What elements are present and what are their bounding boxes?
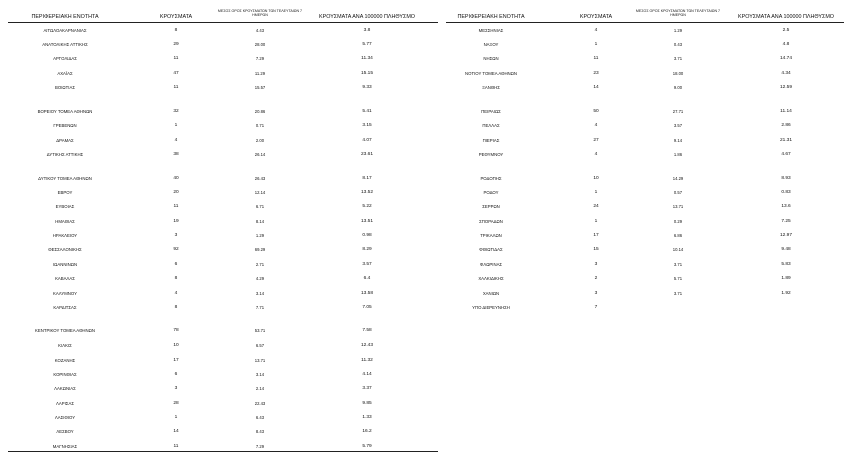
right-row-avg: 13.71 <box>672 204 684 209</box>
left-row-name: ΚΑΛΥΜΝΟΥ <box>53 291 77 296</box>
left-row-name: ΗΜΑΘΙΑΣ <box>55 219 75 224</box>
right-row-cases: 27 <box>593 138 599 143</box>
left-row-rate: 16.2 <box>362 429 372 434</box>
left-header-rule <box>8 22 438 23</box>
left-row-name: ΑΝΑΤΟΛΙΚΗΣ ΑΤΤΙΚΗΣ <box>42 42 88 47</box>
right-row-name: ΝΟΤΙΟΥ ΤΟΜΕΑ ΑΘΗΝΩΝ <box>465 71 517 76</box>
left-row-rate: 3.57 <box>362 262 372 267</box>
left-header-rate: ΚΡΟΥΣΜΑΤΑ ΑΝΑ 100000 ΠΛΗΘΥΣΜΟ <box>319 14 415 20</box>
right-row-avg: 1.29 <box>673 28 683 33</box>
right-row-rate: 0.83 <box>781 190 791 195</box>
right-row-rate: 8.93 <box>781 176 791 181</box>
left-row-avg: 26.43 <box>254 176 266 181</box>
left-row-cases: 92 <box>173 247 179 252</box>
left-row-cases: 1 <box>174 415 178 420</box>
left-row-avg: 2.71 <box>255 262 265 267</box>
right-row-name: ΡΟΔΟΠΗΣ <box>480 176 502 181</box>
left-row-cases: 40 <box>173 176 179 181</box>
right-row-rate: 11.14 <box>780 109 792 114</box>
right-row-name: ΜΕΣΣΗΝΙΑΣ <box>478 28 504 33</box>
left-row-rate: 3.15 <box>362 123 372 128</box>
left-row-avg: 4.29 <box>255 276 265 281</box>
left-row-name: ΚΑΡΔΙΤΣΑΣ <box>53 305 77 310</box>
right-row-name: ΝΑΞΟΥ <box>483 42 499 47</box>
right-row-cases: 15 <box>593 247 599 252</box>
left-row-rate: 5.41 <box>362 109 372 114</box>
left-row-rate: 8.17 <box>362 176 372 181</box>
right-row-cases: 50 <box>593 109 599 114</box>
right-row-avg: 9.00 <box>673 85 683 90</box>
right-header-rule <box>446 22 844 23</box>
left-bottom-rule <box>8 451 438 452</box>
left-row-rate: 5.77 <box>362 42 372 47</box>
left-row-cases: 8 <box>174 28 178 33</box>
left-row-name: ΑΧΑΪΑΣ <box>57 71 73 76</box>
left-row-rate: 13.52 <box>360 190 373 195</box>
right-row-rate: 7.25 <box>781 219 791 224</box>
left-row-rate: 6.4 <box>363 276 371 281</box>
left-row-cases: 20 <box>173 190 179 195</box>
left-row-name: ΔΡΑΜΑΣ <box>56 138 74 143</box>
right-header-cases: ΚΡΟΥΣΜΑΤΑ <box>579 14 613 20</box>
left-row-name: ΕΒΡΟΥ <box>57 190 73 195</box>
right-row-rate: 12.59 <box>779 85 792 90</box>
left-row-cases: 3 <box>174 386 178 391</box>
left-row-rate: 15.15 <box>360 71 373 76</box>
left-row-avg: 7.29 <box>255 56 265 61</box>
left-row-avg: 4.43 <box>255 28 265 33</box>
right-row-name: ΠΕΛΛΑΣ <box>482 123 500 128</box>
left-row-avg: 8.14 <box>255 219 265 224</box>
left-row-name: ΙΩΑΝΝΙΝΩΝ <box>52 262 78 267</box>
left-row-cases: 11 <box>173 204 179 209</box>
right-row-cases: 10 <box>593 176 599 181</box>
left-row-name: ΜΑΓΝΗΣΙΑΣ <box>52 444 78 449</box>
right-row-cases: 1 <box>594 219 598 224</box>
right-row-name: ΝΗΣΩΝ <box>483 56 499 61</box>
left-header-avg: ΜΕΣΟΣ ΟΡΟΣ ΚΡΟΥΣΜΑΤΩΝ ΤΩΝ ΤΕΛΕΥΤΑΙΩΝ 7 ΗΜΕΡΩΝ <box>217 9 303 18</box>
left-row-cases: 78 <box>173 328 179 333</box>
left-row-avg: 15.57 <box>254 85 266 90</box>
left-row-cases: 32 <box>173 109 179 114</box>
left-row-avg: 13.71 <box>254 358 266 363</box>
left-row-avg: 20.86 <box>254 109 266 114</box>
left-row-rate: 11.34 <box>361 56 373 61</box>
right-row-name: ΥΠΟ ΔΙΕΡΕΥΝΗΣΗ <box>472 305 510 310</box>
left-row-rate: 5.79 <box>362 444 372 449</box>
right-row-avg: 9.14 <box>673 138 683 143</box>
left-row-cases: 4 <box>174 291 178 296</box>
right-row-avg: 1.86 <box>673 152 683 157</box>
right-row-avg: 0.29 <box>673 219 683 224</box>
left-row-rate: 5.22 <box>362 204 372 209</box>
right-row-avg: 3.71 <box>673 56 683 61</box>
right-row-name: ΦΛΩΡΙΝΑΣ <box>479 262 503 267</box>
left-row-avg: 8.43 <box>255 429 265 434</box>
right-row-avg: 3.57 <box>673 123 683 128</box>
left-row-cases: 11 <box>173 444 179 449</box>
left-row-avg: 2.00 <box>255 138 265 143</box>
right-row-name: ΡΟΔΟΥ <box>483 190 499 195</box>
left-row-avg: 22.43 <box>254 401 266 406</box>
left-row-rate: 11.32 <box>361 358 373 363</box>
left-row-cases: 29 <box>173 42 179 47</box>
right-row-cases: 3 <box>594 262 598 267</box>
right-row-cases: 23 <box>593 71 599 76</box>
right-row-avg: 18.00 <box>672 71 684 76</box>
right-row-rate: 12.97 <box>779 233 792 238</box>
right-row-cases: 1 <box>594 42 598 47</box>
left-row-avg: 1.29 <box>255 233 265 238</box>
left-header-region: ΠΕΡΙΦΕΡΕΙΑΚΗ ΕΝΟΤΗΤΑ <box>31 14 99 20</box>
right-row-cases: 17 <box>593 233 599 238</box>
left-row-rate: 7.05 <box>362 305 372 310</box>
left-row-avg: 0.71 <box>255 123 265 128</box>
left-row-rate: 13.58 <box>360 291 373 296</box>
left-row-rate: 4.07 <box>362 138 372 143</box>
right-row-rate: 5.83 <box>781 262 791 267</box>
right-header-region: ΠΕΡΙΦΕΡΕΙΑΚΗ ΕΝΟΤΗΤΑ <box>457 14 525 20</box>
left-row-name: ΗΡΑΚΛΕΙΟΥ <box>52 233 78 238</box>
left-row-name: ΚΙΛΚΙΣ <box>58 343 72 348</box>
left-row-avg: 6.43 <box>255 415 265 420</box>
left-row-name: ΕΥΒΟΙΑΣ <box>55 204 75 209</box>
left-row-rate: 7.58 <box>362 328 372 333</box>
right-row-avg: 3.71 <box>673 291 683 296</box>
left-row-cases: 14 <box>173 429 179 434</box>
left-row-name: ΚΑΒΑΛΑΣ <box>55 276 75 281</box>
right-row-name: ΡΕΘΥΜΝΟΥ <box>478 152 504 157</box>
left-row-name: ΚΟΡΙΝΘΙΑΣ <box>53 372 77 377</box>
right-row-name: ΠΙΕΡΙΑΣ <box>482 138 500 143</box>
left-row-cases: 8 <box>174 276 178 281</box>
left-row-rate: 8.29 <box>362 247 372 252</box>
left-row-cases: 1 <box>174 123 178 128</box>
left-row-avg: 12.14 <box>254 190 266 195</box>
right-row-cases: 4 <box>594 28 598 33</box>
right-row-name: ΤΡΙΚΑΛΩΝ <box>480 233 502 238</box>
left-row-cases: 38 <box>173 152 179 157</box>
right-row-avg: 5.71 <box>673 276 683 281</box>
left-row-name: ΛΑΚΩΝΙΑΣ <box>54 386 76 391</box>
right-row-cases: 11 <box>593 56 599 61</box>
left-row-rate: 12.43 <box>360 343 373 348</box>
right-row-avg: 6.86 <box>673 233 683 238</box>
left-row-rate: 9.85 <box>362 401 372 406</box>
right-row-cases: 4 <box>594 152 598 157</box>
right-row-rate: 1.89 <box>781 276 791 281</box>
right-row-rate: 4.67 <box>781 152 791 157</box>
left-row-cases: 11 <box>173 56 179 61</box>
left-row-name: ΑΡΓΟΛΙΔΑΣ <box>53 56 77 61</box>
left-row-avg: 7.71 <box>255 305 265 310</box>
right-row-avg: 3.71 <box>673 262 683 267</box>
left-row-cases: 19 <box>173 219 179 224</box>
right-row-name: ΧΑΝΙΩΝ <box>482 291 500 296</box>
left-header-cases: ΚΡΟΥΣΜΑΤΑ <box>159 14 193 20</box>
left-row-avg: 6.71 <box>255 204 265 209</box>
right-row-avg: 0.57 <box>673 190 683 195</box>
left-row-rate: 4.14 <box>362 372 372 377</box>
left-row-cases: 8 <box>174 305 178 310</box>
left-row-rate: 3.8 <box>363 28 371 33</box>
right-row-rate: 21.31 <box>779 138 792 143</box>
left-row-cases: 10 <box>173 343 179 348</box>
right-row-name: ΧΑΛΚΙΔΙΚΗΣ <box>478 276 504 281</box>
right-header-avg: ΜΕΣΟΣ ΟΡΟΣ ΚΡΟΥΣΜΑΤΩΝ ΤΩΝ ΤΕΛΕΥΤΑΙΩΝ 7 ΗΜΕΡΩΝ <box>635 9 721 18</box>
right-row-cases: 14 <box>593 85 599 90</box>
left-row-name: ΚΟΖΑΝΗΣ <box>54 358 76 363</box>
left-row-avg: 6.57 <box>255 343 265 348</box>
left-row-name: ΒΟΙΩΤΙΑΣ <box>55 85 75 90</box>
right-row-rate: 9.48 <box>781 247 791 252</box>
right-row-cases: 3 <box>594 291 598 296</box>
right-row-name: ΠΕΙΡΑΙΩΣ <box>481 109 501 114</box>
left-row-name: ΒΟΡΕΙΟΥ ΤΟΜΕΑ ΑΘΗΝΩΝ <box>37 109 93 114</box>
left-row-rate: 3.37 <box>362 386 372 391</box>
left-row-cases: 47 <box>173 71 179 76</box>
left-row-name: ΛΑΡΙΣΑΣ <box>56 401 74 406</box>
left-row-rate: 13.51 <box>360 219 373 224</box>
left-row-avg: 2.14 <box>255 386 265 391</box>
right-row-avg: 27.71 <box>672 109 684 114</box>
right-row-rate: 1.92 <box>781 291 791 296</box>
left-row-rate: 23.61 <box>360 152 373 157</box>
right-row-cases: 24 <box>593 204 599 209</box>
left-row-avg: 28.00 <box>254 42 266 47</box>
left-row-name: ΑΙΤΩΛΟΑΚΑΡΝΑΝΙΑΣ <box>43 28 87 33</box>
left-row-avg: 3.14 <box>255 372 265 377</box>
left-row-name: ΘΕΣΣΑΛΟΝΙΚΗΣ <box>48 247 82 252</box>
left-row-rate: 1.33 <box>362 415 372 420</box>
right-row-cases: 4 <box>594 123 598 128</box>
left-row-avg: 3.14 <box>255 291 265 296</box>
right-row-rate: 2.86 <box>781 123 791 128</box>
left-row-name: ΚΕΝΤΡΙΚΟΥ ΤΟΜΕΑ ΑΘΗΝΩΝ <box>35 328 95 333</box>
right-row-avg: 14.29 <box>672 176 684 181</box>
left-row-name: ΔΥΤΙΚΟΥ ΤΟΜΕΑ ΑΘΗΝΩΝ <box>38 176 92 181</box>
right-row-rate: 4.34 <box>781 71 791 76</box>
right-row-cases: 1 <box>594 190 598 195</box>
left-row-avg: 11.29 <box>254 71 266 76</box>
right-row-avg: 10.14 <box>672 247 684 252</box>
right-row-rate: 2.5 <box>782 28 790 33</box>
left-row-avg: 69.29 <box>254 247 266 252</box>
left-row-cases: 6 <box>174 372 178 377</box>
left-row-rate: 0.98 <box>362 233 372 238</box>
left-row-name: ΛΕΣΒΟΥ <box>56 429 74 434</box>
right-row-name: ΞΑΝΘΗΣ <box>482 85 500 90</box>
left-row-name: ΓΡΕΒΕΝΩΝ <box>53 123 77 128</box>
right-row-avg: 0.43 <box>673 42 683 47</box>
left-row-avg: 53.71 <box>254 328 266 333</box>
right-row-cases: 2 <box>594 276 598 281</box>
right-row-name: ΣΠΟΡΑΔΩΝ <box>479 219 503 224</box>
left-row-avg: 26.14 <box>254 152 266 157</box>
left-row-rate: 9.33 <box>362 85 372 90</box>
right-row-name: ΣΕΡΡΩΝ <box>482 204 500 209</box>
right-row-rate: 4.8 <box>782 42 790 47</box>
left-row-avg: 7.29 <box>255 444 265 449</box>
left-row-cases: 6 <box>174 262 178 267</box>
right-header-rate: ΚΡΟΥΣΜΑΤΑ ΑΝΑ 100000 ΠΛΗΘΥΣΜΟ <box>738 14 834 20</box>
left-row-cases: 4 <box>174 138 178 143</box>
right-row-rate: 14.74 <box>779 56 792 61</box>
left-row-name: ΔΥΤΙΚΗΣ ΑΤΤΙΚΗΣ <box>46 152 84 157</box>
left-row-cases: 11 <box>173 85 179 90</box>
left-row-name: ΛΑΣΙΘΙΟΥ <box>54 415 76 420</box>
right-row-rate: 13.6 <box>781 204 791 209</box>
left-row-cases: 3 <box>174 233 178 238</box>
right-row-cases: 7 <box>594 305 598 310</box>
left-row-cases: 28 <box>173 401 179 406</box>
right-row-name: ΦΘΙΩΤΙΔΑΣ <box>479 247 503 252</box>
left-row-cases: 17 <box>173 358 179 363</box>
